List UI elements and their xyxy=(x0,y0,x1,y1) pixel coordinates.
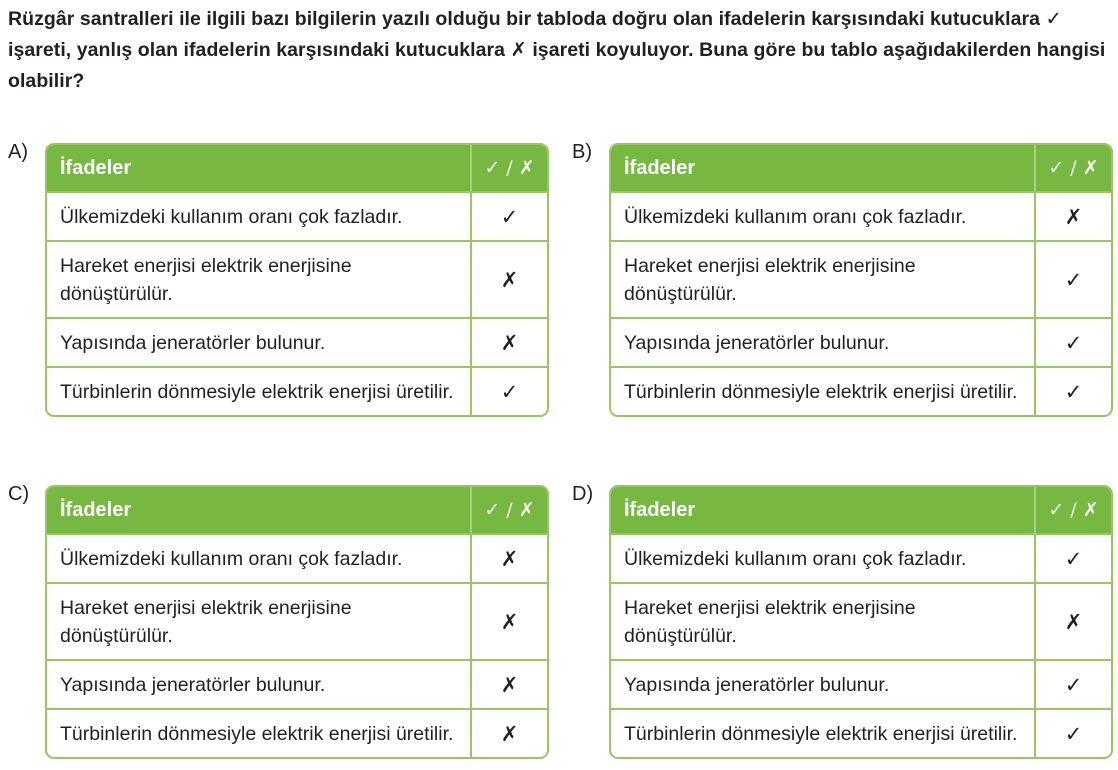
table-header xyxy=(611,145,1111,191)
table-row xyxy=(611,191,1111,240)
table-row xyxy=(611,659,1111,708)
statement-text: Yapısında jeneratörler bulunur. xyxy=(47,661,472,708)
mark-cell: ✗ xyxy=(500,267,519,292)
statement-text: Ülkemizdeki kullanım oranı çok fazladır. xyxy=(47,193,472,240)
header-check-cross: ✓ / ✗ xyxy=(1048,499,1099,521)
table-row xyxy=(47,659,547,708)
statement-line: dönüştürülür. xyxy=(624,624,737,647)
table-row xyxy=(611,317,1111,366)
statement-line: dönüştürülür. xyxy=(60,624,173,647)
statement-text: Yapısında jeneratörler bulunur. xyxy=(47,319,472,366)
option-c[interactable] xyxy=(8,482,548,758)
table-row xyxy=(611,533,1111,582)
mark-cell: ✓ xyxy=(1064,672,1083,697)
statement-line: Hareket enerjisi elektrik enerjisine xyxy=(624,596,916,619)
table-row xyxy=(47,317,547,366)
mark-cell: ✗ xyxy=(500,609,519,634)
mark-cell: ✗ xyxy=(500,330,519,355)
table-row xyxy=(611,708,1111,757)
header-statements: İfadeler xyxy=(47,145,472,191)
table-row xyxy=(47,582,547,659)
statement-text: Türbinlerin dönmesiyle elektrik enerjisi üretilir. xyxy=(611,368,1036,415)
option-letter: C) xyxy=(8,483,30,505)
table-header xyxy=(47,487,547,533)
statement-text xyxy=(47,584,472,659)
table-row xyxy=(47,240,547,317)
option-b[interactable] xyxy=(572,140,1112,416)
statement-line: dönüştürülür. xyxy=(624,282,737,305)
question-text: Rüzgâr santralleri ile ilgili bazı bilgilerin yazılı olduğu bir tabloda doğru olan ifadelerin karşısındaki kutucuklara ✓ işareti, yanlış olan ifadelerin karşısındaki kutucuklara ✗ işareti koyuluyor. Buna göre bu tablo aşağıdakilerden hangisi olabilir? xyxy=(8,8,1106,92)
statement-text xyxy=(47,242,472,317)
statement-text: Ülkemizdeki kullanım oranı çok fazladır. xyxy=(47,535,472,582)
statement-line: Hareket enerjisi elektrik enerjisine xyxy=(624,254,916,277)
mark-cell: ✗ xyxy=(500,546,519,571)
option-a[interactable] xyxy=(8,140,548,416)
mark-cell: ✓ xyxy=(500,379,519,404)
mark-cell: ✗ xyxy=(500,672,519,697)
statement-text xyxy=(611,584,1036,659)
statement-line: Hareket enerjisi elektrik enerjisine xyxy=(60,596,352,619)
option-d[interactable] xyxy=(572,482,1112,758)
statements-table xyxy=(45,143,549,417)
mark-cell: ✓ xyxy=(500,204,519,229)
statement-text: Türbinlerin dönmesiyle elektrik enerjisi üretilir. xyxy=(611,710,1036,757)
statement-text: Ülkemizdeki kullanım oranı çok fazladır. xyxy=(611,535,1036,582)
statement-line: Hareket enerjisi elektrik enerjisine xyxy=(60,254,352,277)
mark-cell: ✓ xyxy=(1064,379,1083,404)
statement-text: Yapısında jeneratörler bulunur. xyxy=(611,319,1036,366)
mark-cell: ✓ xyxy=(1064,267,1083,292)
mark-cell: ✓ xyxy=(1064,330,1083,355)
option-letter: D) xyxy=(572,483,594,505)
statements-table xyxy=(45,485,549,759)
header-statements: İfadeler xyxy=(47,487,472,533)
header-statements: İfadeler xyxy=(611,487,1036,533)
statements-table xyxy=(609,143,1113,417)
header-check-cross: ✓ / ✗ xyxy=(484,157,535,179)
statement-text: Türbinlerin dönmesiyle elektrik enerjisi üretilir. xyxy=(47,710,472,757)
mark-cell: ✗ xyxy=(500,721,519,746)
mark-cell: ✗ xyxy=(1064,204,1083,229)
table-row xyxy=(611,240,1111,317)
table-row xyxy=(47,533,547,582)
mark-cell: ✓ xyxy=(1064,721,1083,746)
statements-table xyxy=(609,485,1113,759)
mark-cell: ✓ xyxy=(1064,546,1083,571)
statement-text: Ülkemizdeki kullanım oranı çok fazladır. xyxy=(611,193,1036,240)
table-header xyxy=(611,487,1111,533)
statement-text: Yapısında jeneratörler bulunur. xyxy=(611,661,1036,708)
statement-text xyxy=(611,242,1036,317)
header-check-cross: ✓ / ✗ xyxy=(1048,157,1099,179)
table-row xyxy=(47,708,547,757)
table-header xyxy=(47,145,547,191)
header-statements: İfadeler xyxy=(611,145,1036,191)
table-row xyxy=(611,582,1111,659)
option-letter: B) xyxy=(572,141,592,163)
mark-cell: ✗ xyxy=(1064,609,1083,634)
statement-text: Türbinlerin dönmesiyle elektrik enerjisi üretilir. xyxy=(47,368,472,415)
header-check-cross: ✓ / ✗ xyxy=(484,499,535,521)
option-letter: A) xyxy=(8,141,28,163)
statement-line: dönüştürülür. xyxy=(60,282,173,305)
table-row xyxy=(47,191,547,240)
table-row xyxy=(611,366,1111,415)
table-row xyxy=(47,366,547,415)
